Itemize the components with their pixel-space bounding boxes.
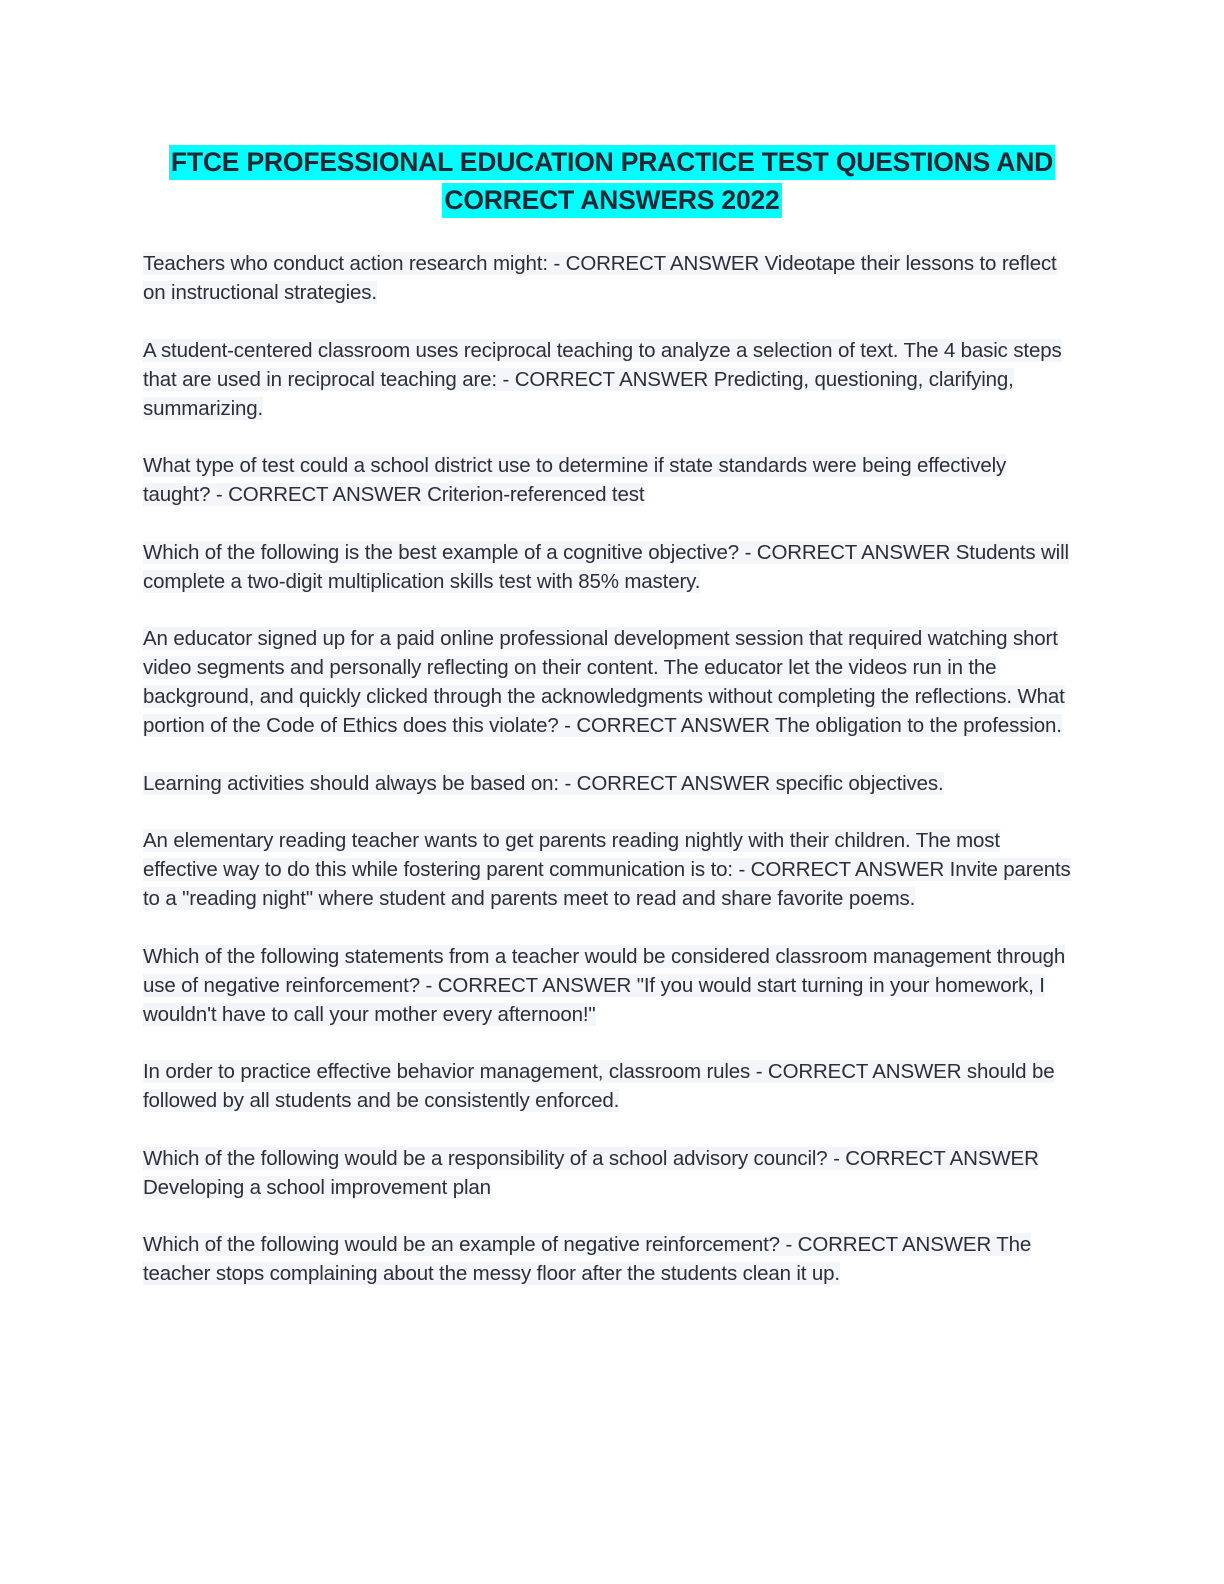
- qa-item-6: Learning activities should always be based on: - CORRECT ANSWER specific objectives.: [143, 771, 944, 795]
- qa-item-10: Which of the following would be a responsibility of a school advisory council? - CORRECT ANSWER Developing a school improvement plan: [143, 1146, 1039, 1199]
- qa-item-4: Which of the following is the best example of a cognitive objective? - CORRECT ANSWER Students will complete a two-digit multiplication skills test with 85% mastery.: [143, 540, 1069, 593]
- qa-item-7: An elementary reading teacher wants to get parents reading nightly with their children. The most effective way to do this while fostering parent communication is to: - CORRECT ANSWER Invite parents to a "reading night" where student and parents meet to read and share favorite poems.: [143, 829, 1071, 910]
- qa-item-5: An educator signed up for a paid online professional development session that required watching short video segments and personally reflecting on their content. The educator let the videos run in the background, and quickly clicked through the acknowledgments without completing the reflections. What portion of the Code of Ethics does this violate? - CORRECT ANSWER The obligation to the profession.: [143, 627, 1065, 737]
- qa-item-9: In order to practice effective behavior management, classroom rules - CORRECT ANSWER should be followed by all students and be consistently enforced.: [143, 1060, 1055, 1112]
- qa-item-1: Teachers who conduct action research might: - CORRECT ANSWER Videotape their lessons to reflect on instructional strategies.: [143, 252, 1057, 304]
- title-highlight: FTCE PROFESSIONAL EDUCATION PRACTICE TEST QUESTIONS AND CORRECT ANSWERS 2022: [169, 145, 1055, 218]
- qa-item-11: Which of the following would be an example of negative reinforcement? - CORRECT ANSWER The teacher stops complaining about the messy floor after the students clean it up.: [143, 1233, 1032, 1285]
- qa-item-3: What type of test could a school district use to determine if state standards were being effectively taught? - CORRECT ANSWER Criterion-referenced test: [143, 454, 1007, 506]
- qa-item-8: Which of the following statements from a teacher would be considered classroom management through use of negative reinforcement? - CORRECT ANSWER "If you would start turning in your homework, I wouldn't have to call your mother every afternoon!": [143, 944, 1066, 1026]
- document-title: [150, 143, 1074, 219]
- qa-list: [143, 249, 1078, 1317]
- qa-item-2: A student-centered classroom uses reciprocal teaching to analyze a selection of text. The 4 basic steps that are used in reciprocal teaching are: - CORRECT ANSWER Predicting, questioning, clarifying, summarizing.: [143, 338, 1062, 420]
